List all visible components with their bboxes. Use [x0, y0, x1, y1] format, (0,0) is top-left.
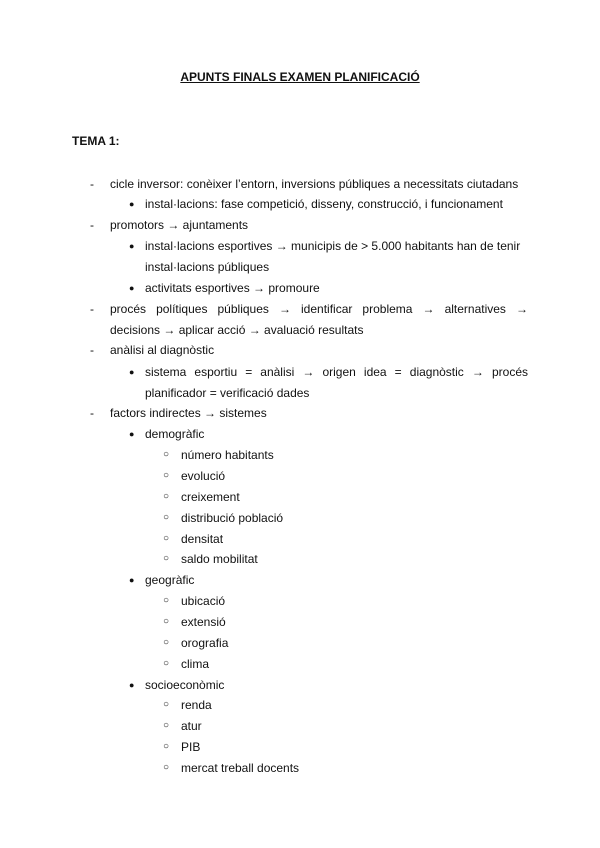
circle-marker: ○	[163, 699, 170, 710]
list-item: ubicació	[181, 594, 226, 608]
list-item: distribució població	[181, 511, 284, 525]
circle-marker: ○	[163, 553, 170, 564]
circle-marker: ○	[163, 637, 170, 648]
dash-marker: -	[90, 343, 94, 357]
list-item: geogràfic	[145, 573, 195, 587]
list-item: factors indirectes → sistemes	[110, 406, 267, 420]
circle-marker: ○	[163, 616, 170, 627]
list-item: procés polítiques públiques → identificar problema → alternatives →	[110, 302, 528, 316]
list-item-continuation: decisions → aplicar acció → avaluació resultats	[110, 323, 364, 337]
circle-marker: ○	[163, 533, 170, 544]
list-item: clima	[181, 657, 210, 671]
dash-marker: -	[90, 302, 94, 316]
bullet-marker: ●	[129, 283, 135, 293]
list-item: extensió	[181, 615, 226, 629]
list-item: promotors → ajuntaments	[110, 218, 249, 232]
circle-marker: ○	[163, 595, 170, 606]
list-item: demogràfic	[145, 427, 205, 441]
list-item: renda	[181, 698, 212, 712]
circle-marker: ○	[163, 658, 170, 669]
list-item: activitats esportives → promoure	[145, 281, 320, 295]
list-item: PIB	[181, 740, 201, 754]
bullet-marker: ●	[129, 241, 135, 251]
dash-marker: -	[90, 406, 94, 420]
list-item: orografia	[181, 636, 229, 650]
list-item: saldo mobilitat	[181, 552, 258, 566]
list-item: sistema esportiu = anàlisi → origen idea = diagnòstic → procés	[145, 365, 528, 379]
list-item: anàlisi al diagnòstic	[110, 343, 215, 357]
list-item-continuation: planificador = verificació dades	[145, 386, 310, 400]
bullet-marker: ●	[129, 367, 135, 377]
list-item: número habitants	[181, 448, 274, 462]
circle-marker: ○	[163, 470, 170, 481]
list-item: creixement	[181, 490, 240, 504]
circle-marker: ○	[163, 449, 170, 460]
list-item: cicle inversor: conèixer l’entorn, inversions públiques a necessitats ciutadans	[110, 177, 519, 191]
list-item: atur	[181, 719, 202, 733]
list-item: mercat treball docents	[181, 761, 300, 775]
circle-marker: ○	[163, 512, 170, 523]
list-item-continuation: instal·lacions públiques	[145, 260, 270, 274]
list-item: socioeconòmic	[145, 678, 225, 692]
list-item: densitat	[181, 532, 224, 546]
circle-marker: ○	[163, 741, 170, 752]
circle-marker: ○	[163, 491, 170, 502]
dash-marker: -	[90, 177, 94, 191]
bullet-marker: ●	[129, 199, 135, 209]
circle-marker: ○	[163, 762, 170, 773]
list-item: instal·lacions: fase competició, disseny, construcció, i funcionament	[145, 197, 503, 211]
list-item: evolució	[181, 469, 226, 483]
circle-marker: ○	[163, 720, 170, 731]
section-heading: TEMA 1:	[72, 134, 120, 148]
bullet-marker: ●	[129, 429, 135, 439]
dash-marker: -	[90, 218, 94, 232]
document-title: APUNTS FINALS EXAMEN PLANIFICACIÓ	[180, 70, 420, 84]
list-item: instal·lacions esportives → municipis de > 5.000 habitants han de tenir	[145, 239, 521, 253]
bullet-marker: ●	[129, 680, 135, 690]
bullet-marker: ●	[129, 575, 135, 585]
